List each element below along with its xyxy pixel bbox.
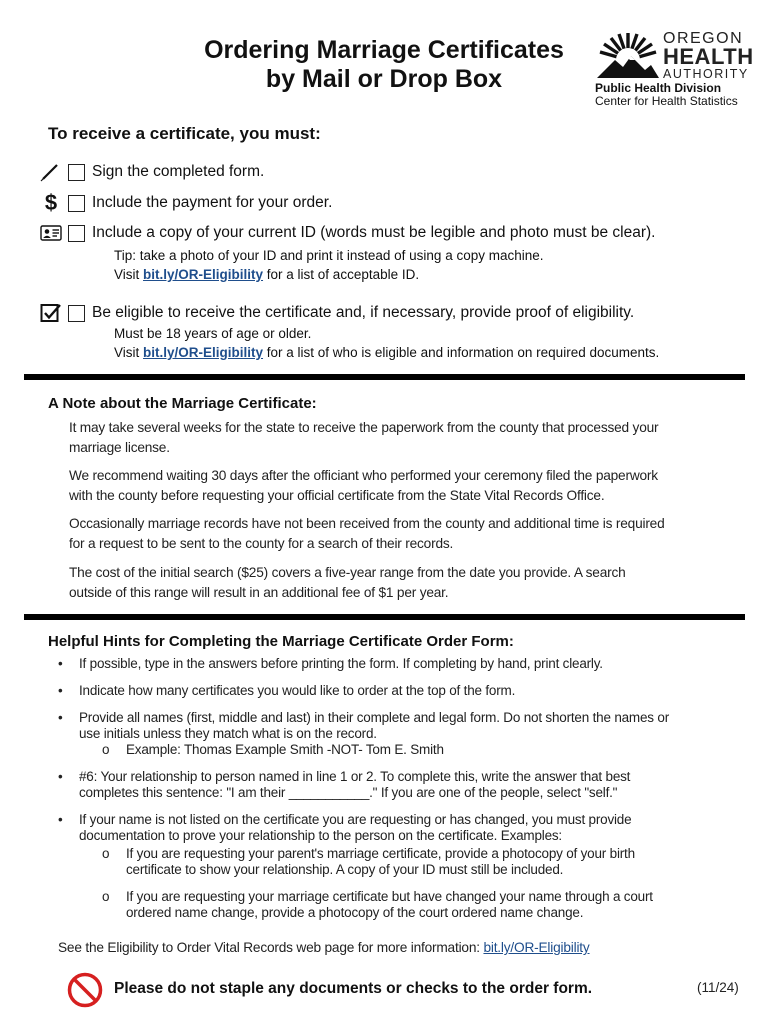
note-paragraph-1: [69, 418, 749, 458]
bullet-icon: •: [58, 769, 63, 784]
note-p2-line2: with the county before requesting your official certificate from the State Vital Records Office.: [69, 488, 605, 503]
hint-item: [52, 683, 732, 699]
bullet-icon: •: [58, 656, 63, 671]
checked-box-icon: [40, 303, 62, 323]
hint-subitem: [52, 889, 732, 921]
hint-subitem: [52, 742, 732, 758]
hint-2-text: Indicate how many certificates you would like to order at the top of the form.: [79, 683, 516, 698]
note-p1-line2: marriage license.: [69, 440, 170, 455]
sun-mountain-icon: [595, 30, 661, 82]
note-p2-line1: We recommend waiting 30 days after the officiant who performed your ceremony filed the paperwork: [69, 468, 658, 483]
hint-5-line1: If your name is not listed on the certificate you are requesting or has changed, you must provide: [79, 812, 632, 827]
sub-bullet-icon: o: [102, 889, 110, 904]
elig-eligibility-link[interactable]: bit.ly/OR-Eligibility: [143, 345, 264, 360]
id-eligibility-link[interactable]: bit.ly/OR-Eligibility: [143, 267, 264, 282]
id-label: Include a copy of your current ID (words must be legible and photo must be clear).: [92, 224, 656, 241]
hint-subitem: [52, 846, 732, 878]
req-id-row: [40, 223, 655, 243]
hint-1-text: If possible, type in the answers before printing the form. If completing by hand, print clearly.: [79, 656, 603, 671]
hint-item: [52, 812, 732, 844]
see-more-line: [58, 938, 590, 958]
hint-5-sub1-line1: If you are requesting your parent's marriage certificate, provide a photocopy of your birth: [126, 846, 635, 861]
note-p4-line2: outside of this range will result in an additional fee of $1 per year.: [69, 585, 449, 600]
see-more-link[interactable]: bit.ly/OR-Eligibility: [483, 940, 590, 955]
title-line-1: Ordering Marriage Certificates: [204, 36, 564, 64]
eligible-label: Be eligible to receive the certificate and, if necessary, provide proof of eligibility.: [92, 304, 635, 321]
id-visit-post: for a list of acceptable ID.: [263, 267, 420, 282]
oha-logo: [595, 30, 755, 110]
hint-3-line1: Provide all names (first, middle and last) in their complete and legal form. Do not shorten the names or: [79, 710, 669, 725]
hint-5-sub2-line2: ordered name change, provide a photocopy of the court ordered name change.: [126, 905, 584, 920]
sign-label: Sign the completed form.: [92, 163, 265, 180]
logo-authority: AUTHORITY: [663, 67, 749, 81]
note-p1-line1: It may take several weeks for the state to receive the paperwork from the county that processed your: [69, 420, 659, 435]
payment-checkbox[interactable]: [68, 195, 85, 212]
hints-list: [52, 656, 732, 921]
hints-heading: Helpful Hints for Completing the Marriage Certificate Order Form:: [48, 633, 514, 650]
note-p3-line2: for a request to be sent to the county for a search of their records.: [69, 536, 454, 551]
note-heading: A Note about the Marriage Certificate:: [48, 395, 317, 412]
req-payment-row: [40, 190, 333, 215]
elig-age: Must be 18 years of age or older.: [114, 326, 312, 341]
elig-visit-pre: Visit: [114, 345, 144, 360]
sign-checkbox[interactable]: [68, 164, 85, 181]
no-symbol-icon: [67, 972, 103, 1008]
req-sign-row: [40, 162, 264, 182]
hint-3-line2: use initials unless they match what is on the record.: [79, 726, 377, 741]
elig-visit-post: for a list of who is eligible and information on required documents.: [263, 345, 660, 360]
note-p3-line1: Occasionally marriage records have not been received from the county and additional time is required: [69, 516, 665, 531]
note-paragraph-3: [69, 514, 749, 554]
elig-visit-line: [114, 343, 659, 362]
id-visit-pre: Visit: [114, 267, 144, 282]
hint-item: [52, 656, 732, 672]
hint-5-line2: documentation to prove your relationship to the person on the certificate. Examples:: [79, 828, 562, 843]
logo-center: Center for Health Statistics: [595, 94, 738, 108]
hint-item: [52, 769, 732, 801]
payment-label: Include the payment for your order.: [92, 194, 333, 211]
see-more-text: See the Eligibility to Order Vital Records web page for more information:: [58, 940, 484, 955]
note-paragraph-2: [69, 466, 749, 506]
id-tip-text: Tip: take a photo of your ID and print it instead of using a copy machine.: [114, 248, 544, 263]
title-line-2: by Mail or Drop Box: [265, 65, 503, 93]
divider-2: [24, 614, 745, 620]
dollar-icon: $: [44, 190, 58, 215]
eligibility-notes: [114, 324, 659, 362]
hint-5-sub1-line2: certificate to show your relationship. A copy of your ID must still be included.: [126, 862, 564, 877]
no-staple-warning: Please do not staple any documents or checks to the order form.: [114, 980, 593, 997]
bullet-icon: •: [58, 812, 63, 827]
sub-bullet-icon: o: [102, 742, 110, 757]
requirements-heading: To receive a certificate, you must:: [48, 124, 321, 143]
pen-icon: [40, 162, 62, 182]
hint-item: [52, 710, 732, 742]
sub-bullet-icon: o: [102, 846, 110, 861]
bullet-icon: •: [58, 710, 63, 725]
id-tip: [114, 246, 544, 284]
logo-oregon: OREGON: [663, 30, 744, 47]
id-checkbox[interactable]: [68, 225, 85, 242]
divider-1: [24, 374, 745, 380]
hint-3-example: Example: Thomas Example Smith -NOT- Tom E. Smith: [126, 742, 444, 757]
page-title: [150, 36, 618, 94]
logo-health: HEALTH: [663, 44, 754, 69]
revision-date: (11/24): [697, 980, 739, 995]
hint-4-line1: #6: Your relationship to person named in line 1 or 2. To complete this, write the answer that best: [79, 769, 631, 784]
req-eligible-row: [40, 303, 634, 323]
hint-5-sub2-line1: If you are requesting your marriage certificate but have changed your name through a court: [126, 889, 653, 904]
id-visit-line: [114, 265, 544, 284]
id-card-icon: [40, 223, 62, 243]
note-p4-line1: The cost of the initial search ($25) covers a five-year range from the date you provide. A search: [69, 565, 626, 580]
logo-division: Public Health Division: [595, 81, 722, 95]
eligible-checkbox[interactable]: [68, 305, 85, 322]
bullet-icon: •: [58, 683, 63, 698]
note-paragraph-4: [69, 563, 749, 603]
hint-4-line2: completes this sentence: "I am their ___________." If you are one of the people, select "self.": [79, 785, 618, 800]
